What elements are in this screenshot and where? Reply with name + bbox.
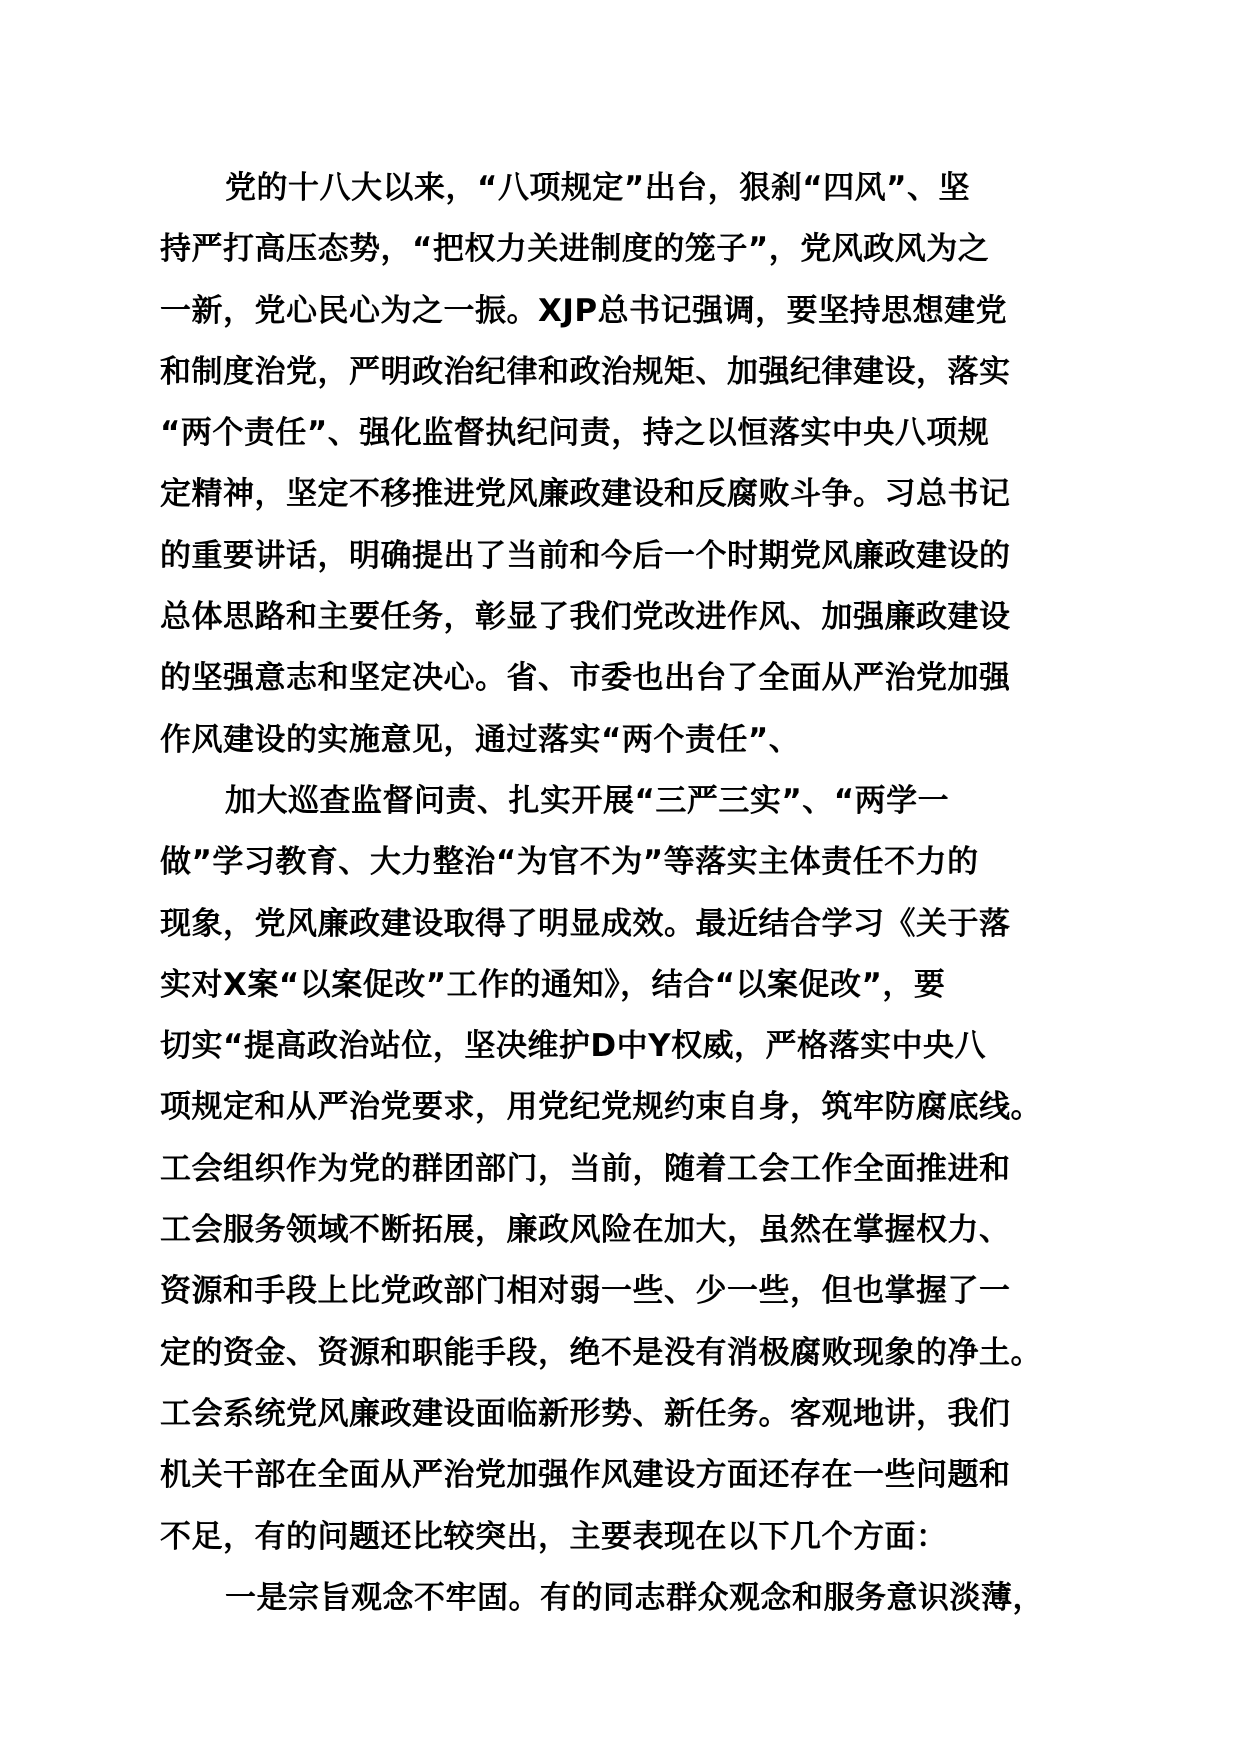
text-line: 做”学习教育、大力整治“为官不为”等落实主体责任不力的: [160, 844, 979, 881]
text-line: 定的资金、资源和职能手段，绝不是没有消极腐败现象的净土。: [160, 1334, 1042, 1371]
text-line: 资源和手段上比党政部门相对弱一些、少一些，但也掌握了一: [160, 1273, 1011, 1310]
paragraph-2: [160, 771, 1080, 1568]
text-line: 现象，党风廉政建设取得了明显成效。最近结合学习《关于落: [160, 905, 1011, 942]
paragraph-3: [160, 1568, 1080, 1629]
text-line: 一是宗旨观念不牢固。有的同志群众观念和服务意识淡薄，: [225, 1579, 1044, 1616]
text-line: 总体思路和主要任务，彰显了我们党改进作风、加强廉政建设: [160, 599, 1011, 636]
text-line: 党的十八大以来，“八项规定”出台，狠刹“四风”、坚: [225, 170, 970, 206]
text-line: 项规定和从严治党要求，用党纪党规约束自身，筑牢防腐底线。: [160, 1089, 1042, 1126]
text-line: 持严打高压态势，“把权力关进制度的笼子”，党风政风为之: [160, 231, 990, 268]
text-line: 机关干部在全面从严治党加强作风建设方面还存在一些问题和: [160, 1457, 1011, 1494]
text-line: 一新，党心民心为之一振。XJP总书记强调，要坚持思想建党: [160, 292, 1008, 329]
text-line: 加大巡查监督问责、扎实开展“三严三实”、“两学一: [225, 782, 950, 819]
text-line: 切实“提高政治站位，坚决维护D中Y权威，严格落实中央八: [160, 1028, 987, 1065]
text-line: “两个责任”、强化监督执纪问责，持之以恒落实中央八项规: [160, 415, 990, 452]
text-line: 的重要讲话，明确提出了当前和今后一个时期党风廉政建设的: [160, 537, 1011, 574]
text-line: 工会系统党风廉政建设面临新形势、新任务。客观地讲，我们: [160, 1395, 1011, 1432]
text-line: 不足，有的问题还比较突出，主要表现在以下几个方面：: [160, 1518, 948, 1555]
document-body: [160, 158, 1080, 1629]
text-line: 作风建设的实施意见，通过落实“两个责任”、: [160, 721, 801, 758]
text-line: 和制度治党，严明政治纪律和政治规矩、加强纪律建设，落实: [160, 353, 1011, 390]
text-line: 定精神，坚定不移推进党风廉政建设和反腐败斗争。习总书记: [160, 476, 1011, 513]
text-line: 的坚强意志和坚定决心。省、市委也出台了全面从严治党加强: [160, 660, 1011, 697]
paragraph-1: [160, 158, 1080, 771]
text-line: 实对X案“以案促改”工作的通知》，结合“以案促改”，要: [160, 966, 946, 1003]
text-line: 工会服务领域不断拓展，廉政风险在加大，虽然在掌握权力、: [160, 1212, 1011, 1249]
text-line: 工会组织作为党的群团部门，当前，随着工会工作全面推进和: [160, 1150, 1011, 1187]
